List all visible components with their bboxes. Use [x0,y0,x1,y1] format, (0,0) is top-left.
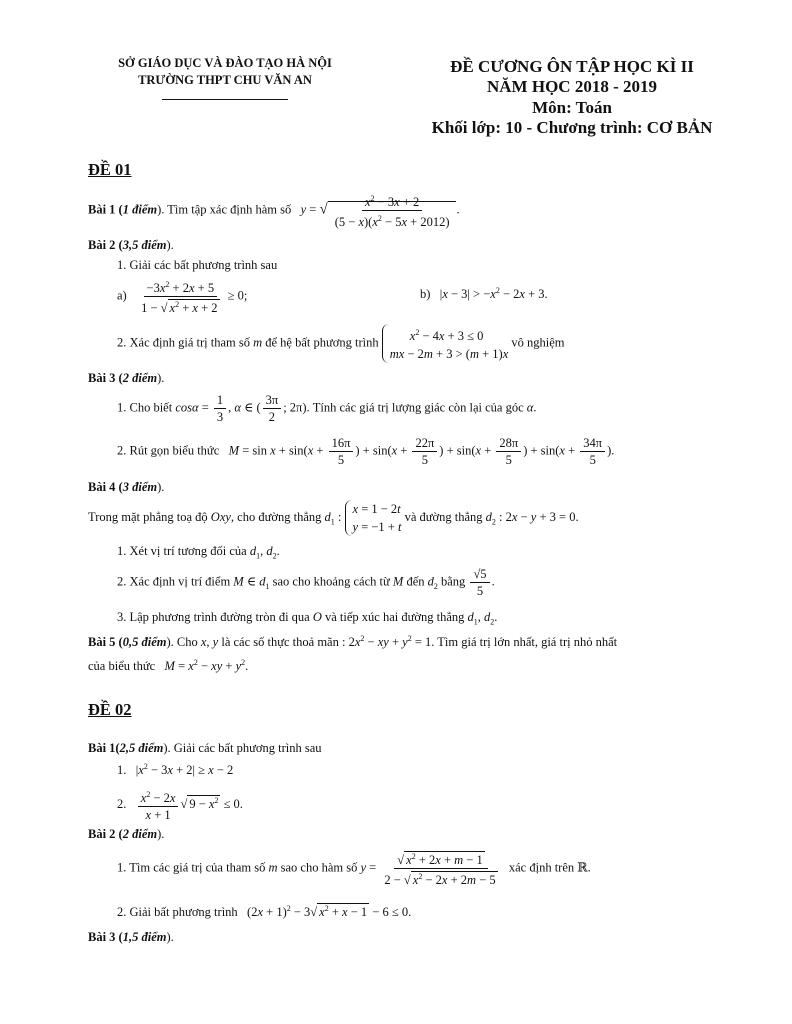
de01-bai2-a: a) $\frac{-3x^2 + 2x + 5}{1 - √ x^2 + x + 2}$ ≥ 0; [117,280,248,316]
school-name: TRƯỜNG THPT CHU VĂN AN [138,73,312,87]
de02-bai3: Bài 3 (1,5 điểm). [88,930,174,944]
de02-bai2: Bài 2 (2 điểm). [88,827,165,841]
de01-bai4-1: 1. Xét vị trí tương đối của $d_1$, $d_2$. [117,544,280,561]
de01-bai2-b: b) $|x - 3| > -x^2 - 2x + 3$. [420,286,548,302]
de02-bai2-1: 1. Tìm các giá trị của tham số m sao cho hàm số y = $\frac{√ x^2 + 2x + m - 1}{2 - √ x^2 - 2x + 2m - 5}$ xác định trên ℝ. [117,852,591,888]
de02-bai1: Bài 1(2,5 điểm). Giải các bất phương trình sau [88,741,322,755]
de01-heading: ĐỀ 01 [88,160,132,179]
de01-bai3-1: 1. Cho biết cosα = $\frac{1}{3}$ , α ∈ ( $\frac{3\pi}{2}$ ; 2π). Tính các giá trị lượng giác còn lại của góc α. [117,393,537,424]
doc-title: ĐỀ CƯƠNG ÔN TẬP HỌC KÌ II [450,57,694,76]
de01-bai4-3: 3. Lập phương trình đường tròn đi qua O và tiếp xúc hai đường thẳng $d_1$, $d_2$. [117,610,498,627]
grade: Khối lớp: 10 - Chương trình: CƠ BẢN [431,118,713,137]
de01-bai3: Bài 3 (2 điểm). [88,371,165,385]
de01-bai2-1: 1. Giải các bất phương trình sau [117,258,278,272]
de01-bai2: Bài 2 (3,5 điểm). [88,238,174,252]
school-year: NĂM HỌC 2018 - 2019 [487,77,657,96]
de01-bai1: Bài 1 (1 điểm). Tìm tập xác định hàm số y = √ $\frac{x^2 - 3x + 2}{(5 - x)(x^2 - 5x + 2012)}$ . [88,194,460,230]
dept-name: SỞ GIÁO DỤC VÀ ĐÀO TẠO HÀ NỘI [118,56,332,70]
de01-bai5: Bài 5 (0,5 điểm). Cho x, y là các số thực thoả mãn : $2x^2$ − xy + $y^2 = 1$. Tìm giá trị lớn nhất, giá trị nhỏ nhất [88,634,618,650]
de01-bai3-2: 2. Rút gọn biểu thức M = sin x + sin(x + $\frac{16\pi}{5}$ ) + sin(x + $\frac{22\pi}{5}$ ) + sin(x + $\frac{28\pi}{5}$ ) + sin(x + $\frac{34\pi}{5}$ ). [117,436,615,467]
de01-bai2-2: 2. Xác định giá trị tham số m để hệ bất phương trình $x^2 - 4x + 3 \le 0$ mx − 2m + 3 > (m + 1)x vô nghiệm [117,324,565,363]
de01-bai4-2: 2. Xác định vị trí điểm M ∈ $d_1$ sao cho khoảng cách từ M đến $d_2$ bằng $\frac{√5}{5}$ . [117,567,495,598]
header-rule [162,99,288,100]
de02-bai2-2: 2. Giải bất phương trình $(2x + 1)^2 - 3√$ $x^2 + x - 1 - 6 \le 0$. [117,904,412,920]
de02-bai1-2: 2. $\frac{x^2 - 2x}{x + 1}$ √ $9 - x^2 \le 0$. [117,790,243,823]
de01-bai4-text: Trong mặt phẳng toạ độ Oxy, cho đường thẳng $d_1$ : x = 1 − 2t y = −1 + t và đường thẳng $d_2$ : 2x − y + 3 = 0. [88,502,579,534]
de02-bai1-1: 1. $|x^2 - 3x + 2| \ge x - 2$ [117,762,234,778]
de01-bai4: Bài 4 (3 điểm). [88,480,165,494]
de01-bai5-line2: của biểu thức $M = x^2$ − xy + $y^2$. [88,658,249,674]
de02-heading: ĐỀ 02 [88,700,132,719]
subject: Môn: Toán [532,98,612,117]
